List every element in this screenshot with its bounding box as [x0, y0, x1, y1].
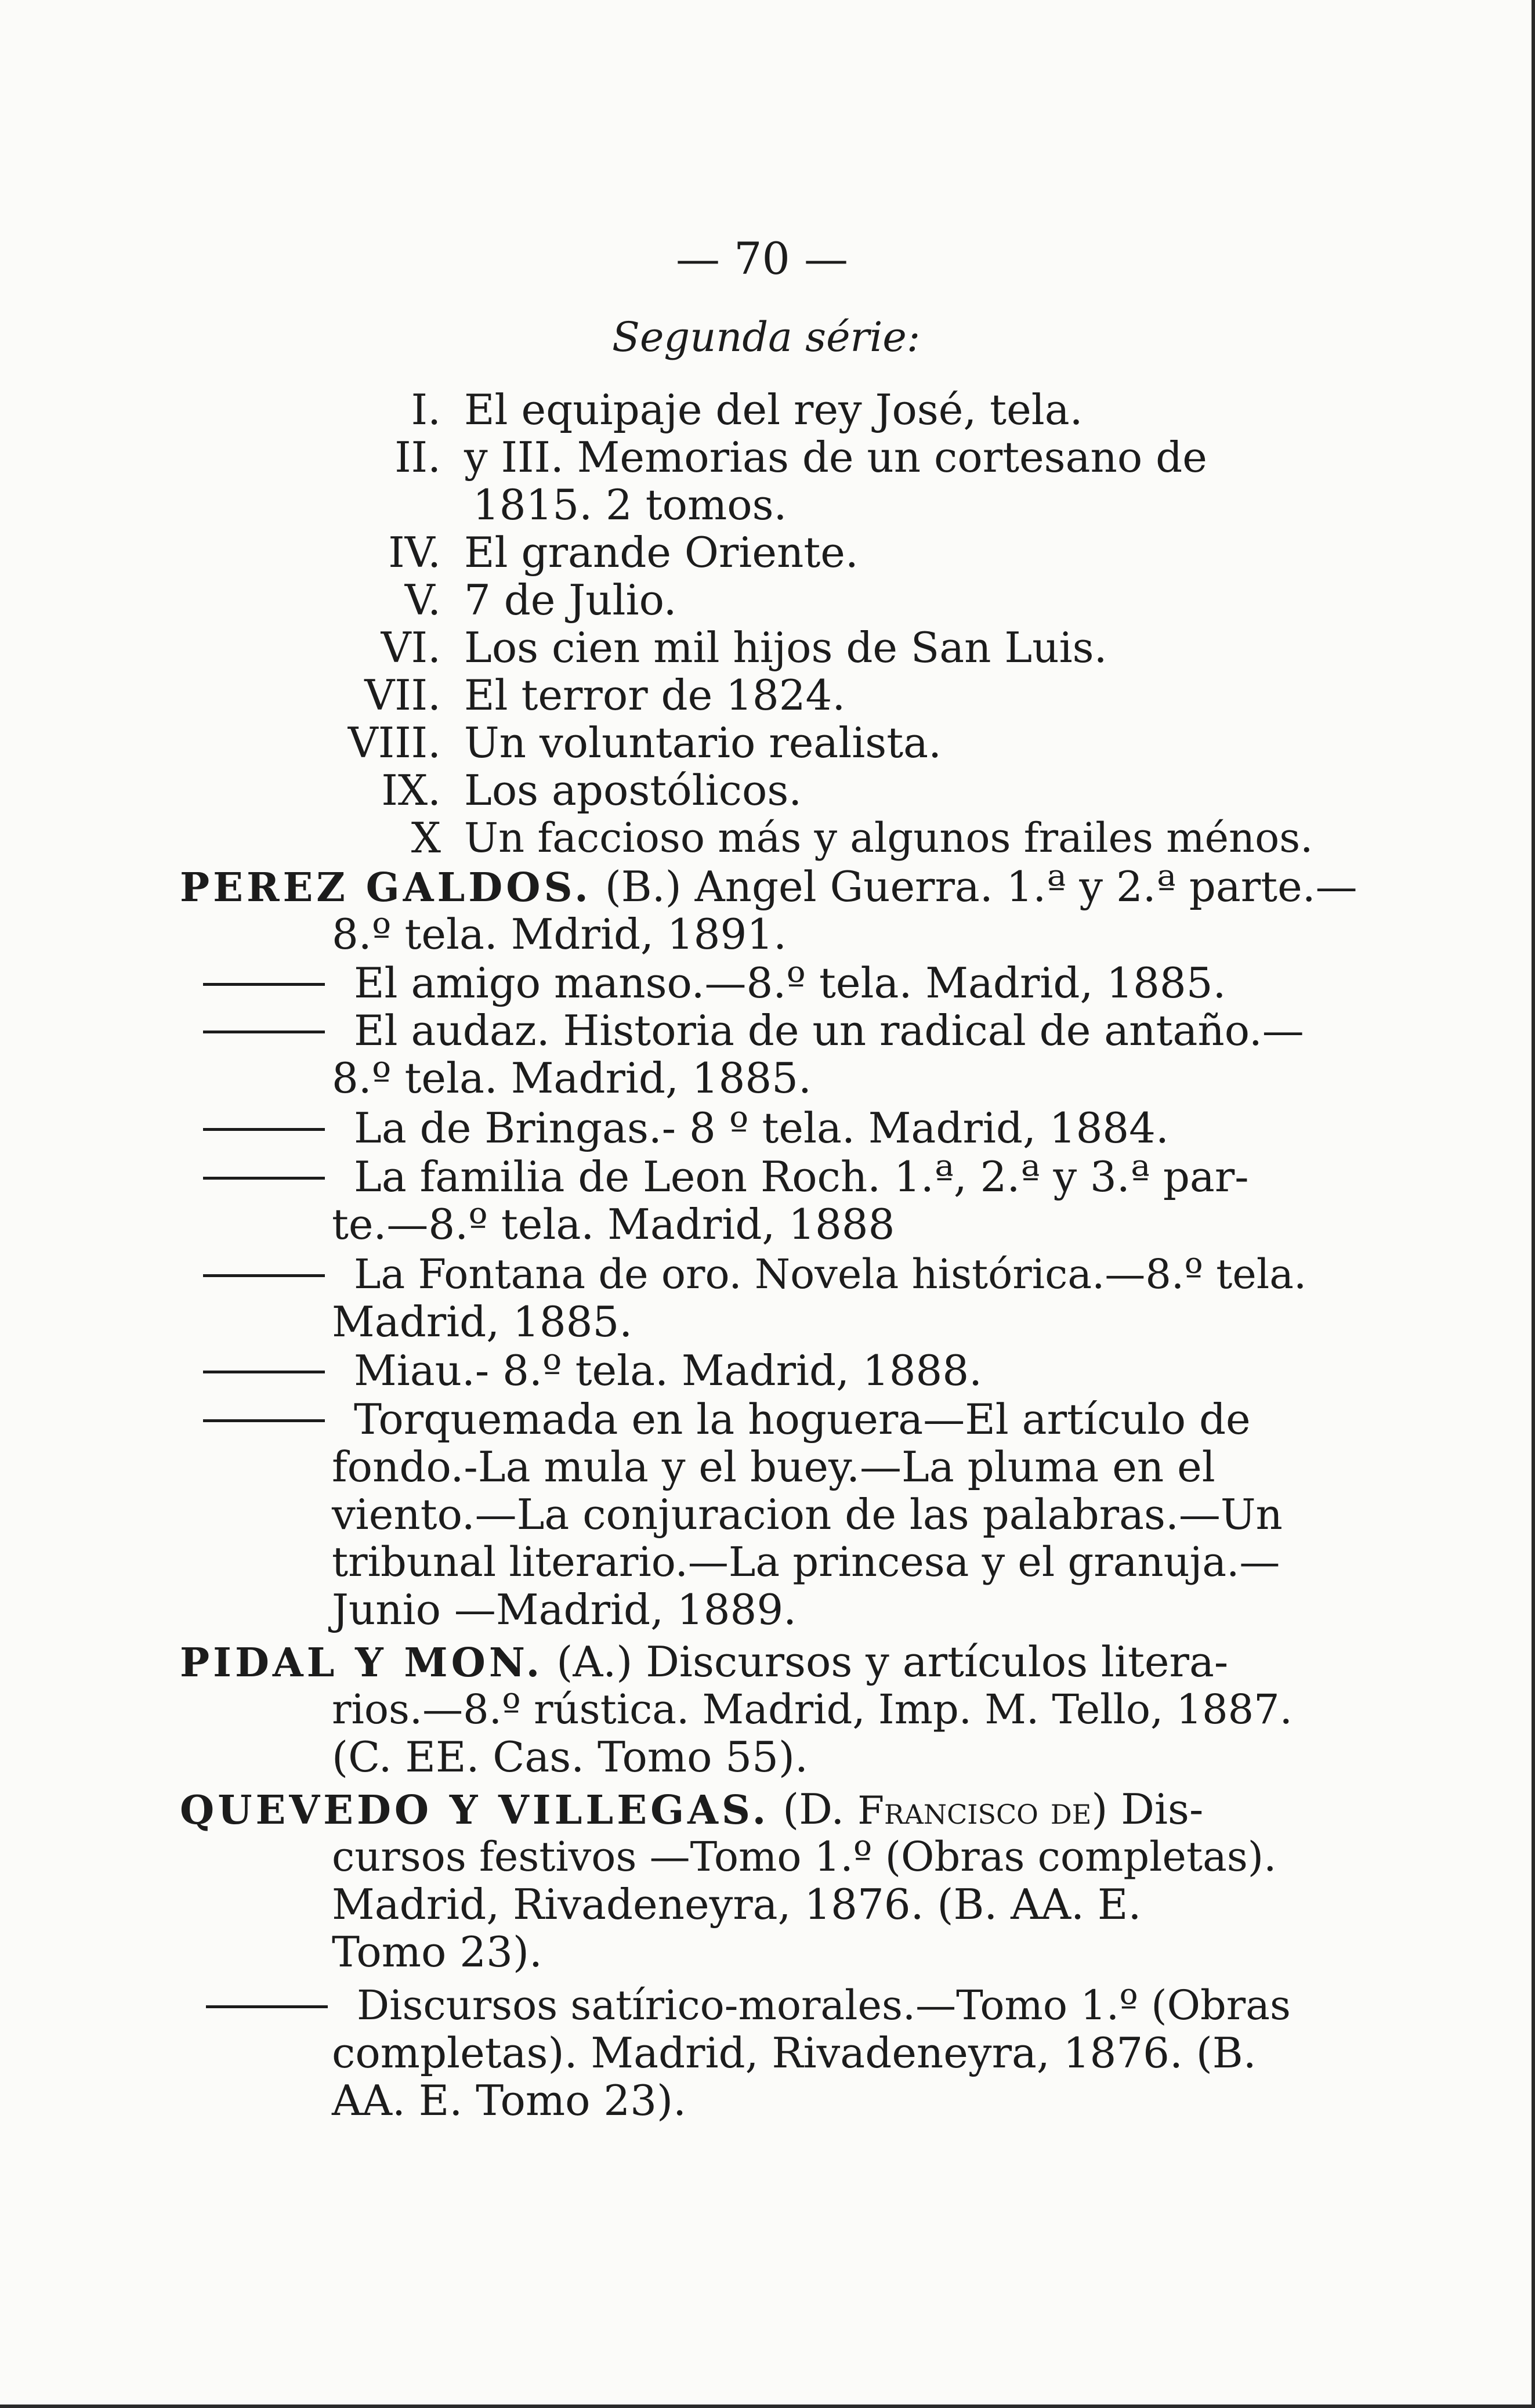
series-title: Segunda série:	[612, 313, 921, 361]
series-item-number: VIII.	[347, 718, 441, 767]
entry-text: El amigo manso.—8.º tela. Madrid, 1885.	[354, 959, 1226, 1007]
entry-text: cursos festivos —Tomo 1.º (Obras completas).	[332, 1833, 1277, 1881]
entry-text: te.—8.º tela. Madrid, 1888	[332, 1200, 895, 1249]
entry-text: Discursos satírico-morales.—Tomo 1.º (Obras	[357, 1982, 1291, 2029]
entry-text: rios.—8.º rústica. Madrid, Imp. M. Tello, 1887.	[332, 1686, 1293, 1733]
series-item-number: VI.	[381, 623, 441, 672]
entry-text: (A.) Discursos y artículos litera-	[556, 1637, 1229, 1686]
entry-familia	[203, 1153, 1249, 1201]
ditto-dash	[203, 1371, 325, 1373]
author-name: PIDAL Y MON.	[180, 1640, 544, 1686]
series-item-text: Los cien mil hijos de San Luis.	[464, 623, 1107, 672]
ditto-dash	[203, 1419, 325, 1422]
entry-text: (B.) Angel Guerra. 1.ª y 2.ª parte.—	[604, 862, 1357, 911]
series-item-text: Un voluntario realista.	[464, 718, 942, 767]
entry-text: 8.º tela. Madrid, 1885.	[332, 1054, 812, 1102]
entry-fontana	[203, 1250, 1306, 1298]
entry-text: Madrid, 1885.	[332, 1297, 633, 1346]
author-name: QUEVEDO Y VILLEGAS.	[180, 1787, 770, 1834]
entry-text: Junio —Madrid, 1889.	[332, 1585, 797, 1634]
series-item-number: X	[411, 813, 441, 862]
entry-text: La de Bringas.- 8 º tela. Madrid, 1884.	[354, 1104, 1169, 1152]
entry-discursos-satiricos	[206, 1982, 1291, 2029]
series-item-number: II.	[394, 433, 441, 482]
entry-audaz	[203, 1007, 1304, 1054]
entry-text: AA. E. Tomo 23).	[332, 2076, 686, 2125]
entry-text: (D.	[783, 1785, 845, 1834]
entry-text: La familia de Leon Roch. 1.ª, 2.ª y 3.ª par-	[354, 1152, 1249, 1201]
entry-text: Miau.- 8.º tela. Madrid, 1888.	[354, 1346, 983, 1395]
ditto-dash	[203, 983, 325, 986]
page-number: — 70 —	[676, 233, 849, 284]
ditto-dash	[203, 1031, 325, 1033]
series-item-text: Los apostólicos.	[464, 766, 802, 815]
series-item-number: VII.	[364, 671, 441, 719]
series-item-number: V.	[404, 576, 441, 624]
ditto-dash	[206, 2005, 328, 2008]
series-item-text: El equipaje del rey José, tela.	[464, 385, 1083, 434]
series-item-text: Un faccioso más y algunos frailes ménos.	[464, 814, 1313, 862]
author-name: PEREZ GALDOS.	[180, 865, 592, 911]
entry-text: La Fontana de oro. Novela histórica.—8.º tela.	[354, 1250, 1307, 1298]
entry-text: completas). Madrid, Rivadeneyra, 1876. (B.	[332, 2029, 1257, 2077]
series-item-text: El grande Oriente.	[464, 528, 859, 577]
entry-amigo-manso	[203, 959, 1226, 1007]
entry-text: fondo.-La mula y el buey.—La pluma en el	[332, 1442, 1215, 1491]
series-item-text: El terror de 1824.	[464, 671, 846, 719]
author-given-name: Francisco de	[857, 1788, 1092, 1833]
entry-perez-galdos	[180, 863, 1357, 912]
series-item-number: IX.	[381, 766, 441, 815]
ditto-dash	[203, 1274, 325, 1277]
entry-pidal-y-mon	[180, 1638, 1228, 1687]
entry-text: (C. EE. Cas. Tomo 55).	[332, 1733, 808, 1781]
entry-miau	[203, 1347, 982, 1394]
entry-quevedo	[180, 1785, 1203, 1835]
series-item-number: IV.	[388, 528, 441, 577]
entry-text: tribunal literario.—La princesa y el granuja.—	[332, 1538, 1280, 1586]
entry-torquemada	[203, 1395, 1251, 1443]
series-item-text: 7 de Julio.	[464, 576, 677, 624]
series-item-text: 1815. 2 tomos.	[473, 480, 787, 529]
entry-text: 8.º tela. Mdrid, 1891.	[332, 910, 787, 959]
entry-text: Torquemada en la hoguera—El artículo de	[354, 1395, 1251, 1444]
entry-text: viento.—La conjuracion de las palabras.—Un	[332, 1490, 1283, 1539]
entry-text: El audaz. Historia de un radical de antaño.—	[354, 1006, 1304, 1055]
entry-bringas	[203, 1104, 1169, 1152]
series-item-number: I.	[411, 385, 441, 434]
ditto-dash	[203, 1177, 325, 1180]
entry-text: Madrid, Rivadeneyra, 1876. (B. AA. E.	[332, 1880, 1142, 1929]
entry-text: ) Dis-	[1091, 1785, 1204, 1834]
entry-text: Tomo 23).	[332, 1928, 542, 1976]
series-item-text: y III. Memorias de un cortesano de	[464, 433, 1207, 482]
ditto-dash	[203, 1128, 325, 1131]
